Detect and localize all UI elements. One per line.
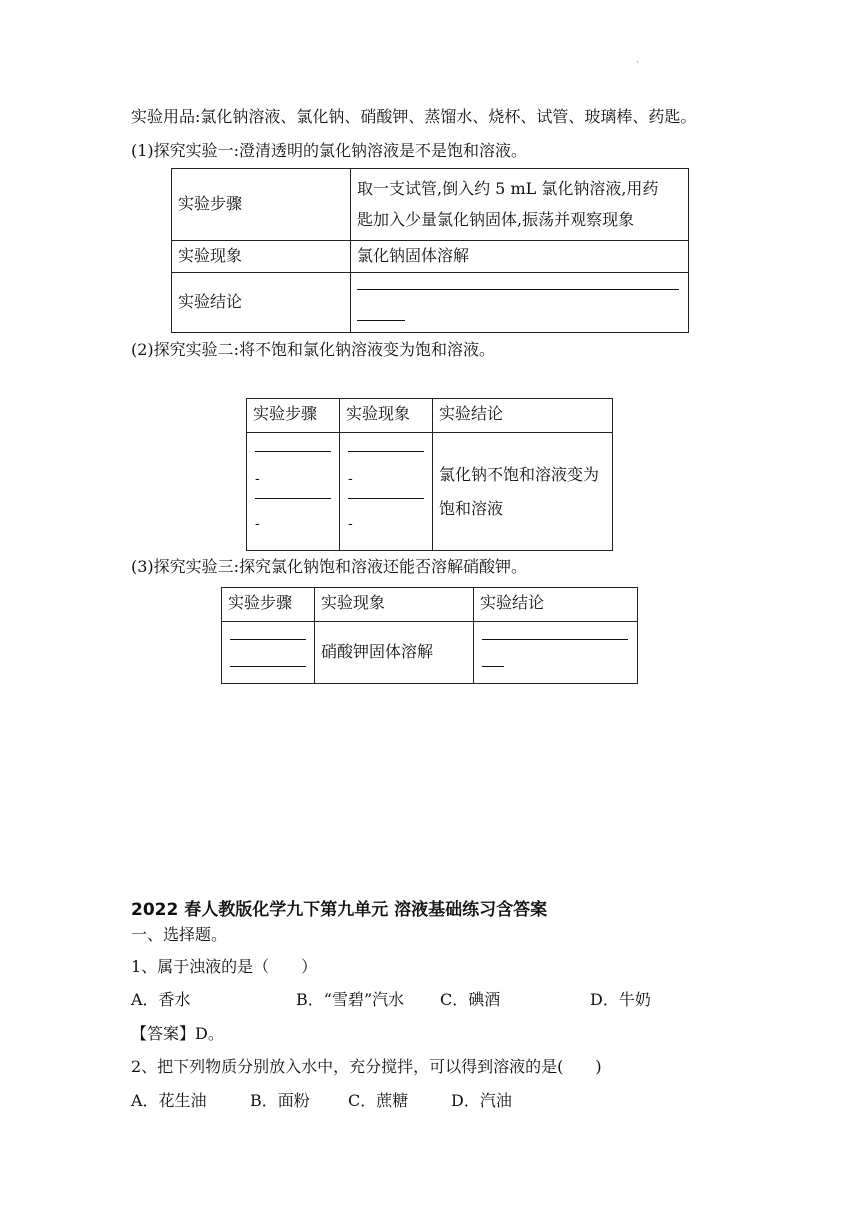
exp2-conclusion: 氯化钠不饱和溶液变为饱和溶液 [433,433,613,551]
answer-blank [348,498,424,499]
exp2-phenomenon-blank [340,433,433,551]
dash-mark: - [348,515,353,532]
exp3-heading: (3)探究实验三:探究氯化钠饱和溶液还能否溶解硝酸钾。 [131,557,528,576]
materials-line: 实验用品:氯化钠溶液、氯化钠、硝酸钾、蒸馏水、烧杯、试管、玻璃棒、药匙。 [131,107,697,126]
dash-mark: - [348,471,353,488]
answer-blank [255,498,331,499]
dash-mark: - [255,515,260,532]
exp1-conclusion-blank [351,273,689,333]
exp1-steps-label: 实验步骤 [172,169,351,241]
answer-blank [230,639,306,640]
answer-blank [357,289,679,290]
exp3-header-conclusion: 实验结论 [474,588,638,622]
answer-blank [348,451,424,452]
dash-mark: - [255,471,260,488]
exp1-heading: (1)探究实验一:澄清透明的氯化钠溶液是不是饱和溶液。 [131,141,528,160]
q2-option-a: A．花生油 [131,1091,207,1110]
exp3-header-steps: 实验步骤 [222,588,315,622]
exp1-conclusion-label: 实验结论 [172,273,351,333]
exp2-header-steps: 实验步骤 [247,399,340,433]
table-row [172,169,689,241]
q1-option-a: A．香水 [131,990,191,1009]
exp3-steps-blank [222,622,315,684]
answer-blank [482,639,628,640]
part-heading: 一、选择题。 [131,925,228,944]
exp2-header-phenomenon: 实验现象 [340,399,433,433]
q1-stem: 1、属于浊液的是（ ） [131,957,318,976]
exp3-phenomenon: 硝酸钾固体溶解 [315,622,474,684]
q2-stem: 2、把下列物质分别放入水中，充分搅拌，可以得到溶液的是( ) [131,1057,602,1076]
table-row [172,273,689,333]
answer-blank [482,666,504,667]
exp2-header-conclusion: 实验结论 [433,399,613,433]
table-row [247,433,613,551]
exp2-heading: (2)探究实验二:将不饱和氯化钠溶液变为饱和溶液。 [131,340,496,359]
q1-answer: 【答案】D。 [131,1024,224,1043]
q2-option-b: B．面粉 [250,1091,310,1110]
exp1-phenomenon-label: 实验现象 [172,241,351,273]
q1-option-c: C．碘酒 [440,990,501,1009]
q1-option-b: B．“雪碧”汽水 [296,990,405,1009]
exercise-title: 2022 春人教版化学九下第九单元 溶液基础练习含答案 [131,900,548,920]
exp1-table [171,168,689,333]
table-row [222,588,638,622]
q2-option-d: D．汽油 [451,1091,512,1110]
exp3-header-phenomenon: 实验现象 [315,588,474,622]
table-row [222,622,638,684]
exp3-table [221,587,638,684]
answer-blank [230,666,306,667]
table-row [172,241,689,273]
exp1-steps-value: 取一支试管,倒入约 5 mL 氯化钠溶液,用药匙加入少量氯化钠固体,振荡并观察现象 [351,169,689,241]
exp2-steps-blank [247,433,340,551]
exp1-phenomenon-value: 氯化钠固体溶解 [351,241,689,273]
header-dot: · [636,58,639,68]
q1-option-d: D．牛奶 [590,990,651,1009]
answer-blank [255,451,331,452]
exp2-table [246,398,613,551]
exp3-conclusion-blank [474,622,638,684]
q2-option-c: C．蔗糖 [348,1091,409,1110]
answer-blank [357,320,405,321]
table-row [247,399,613,433]
